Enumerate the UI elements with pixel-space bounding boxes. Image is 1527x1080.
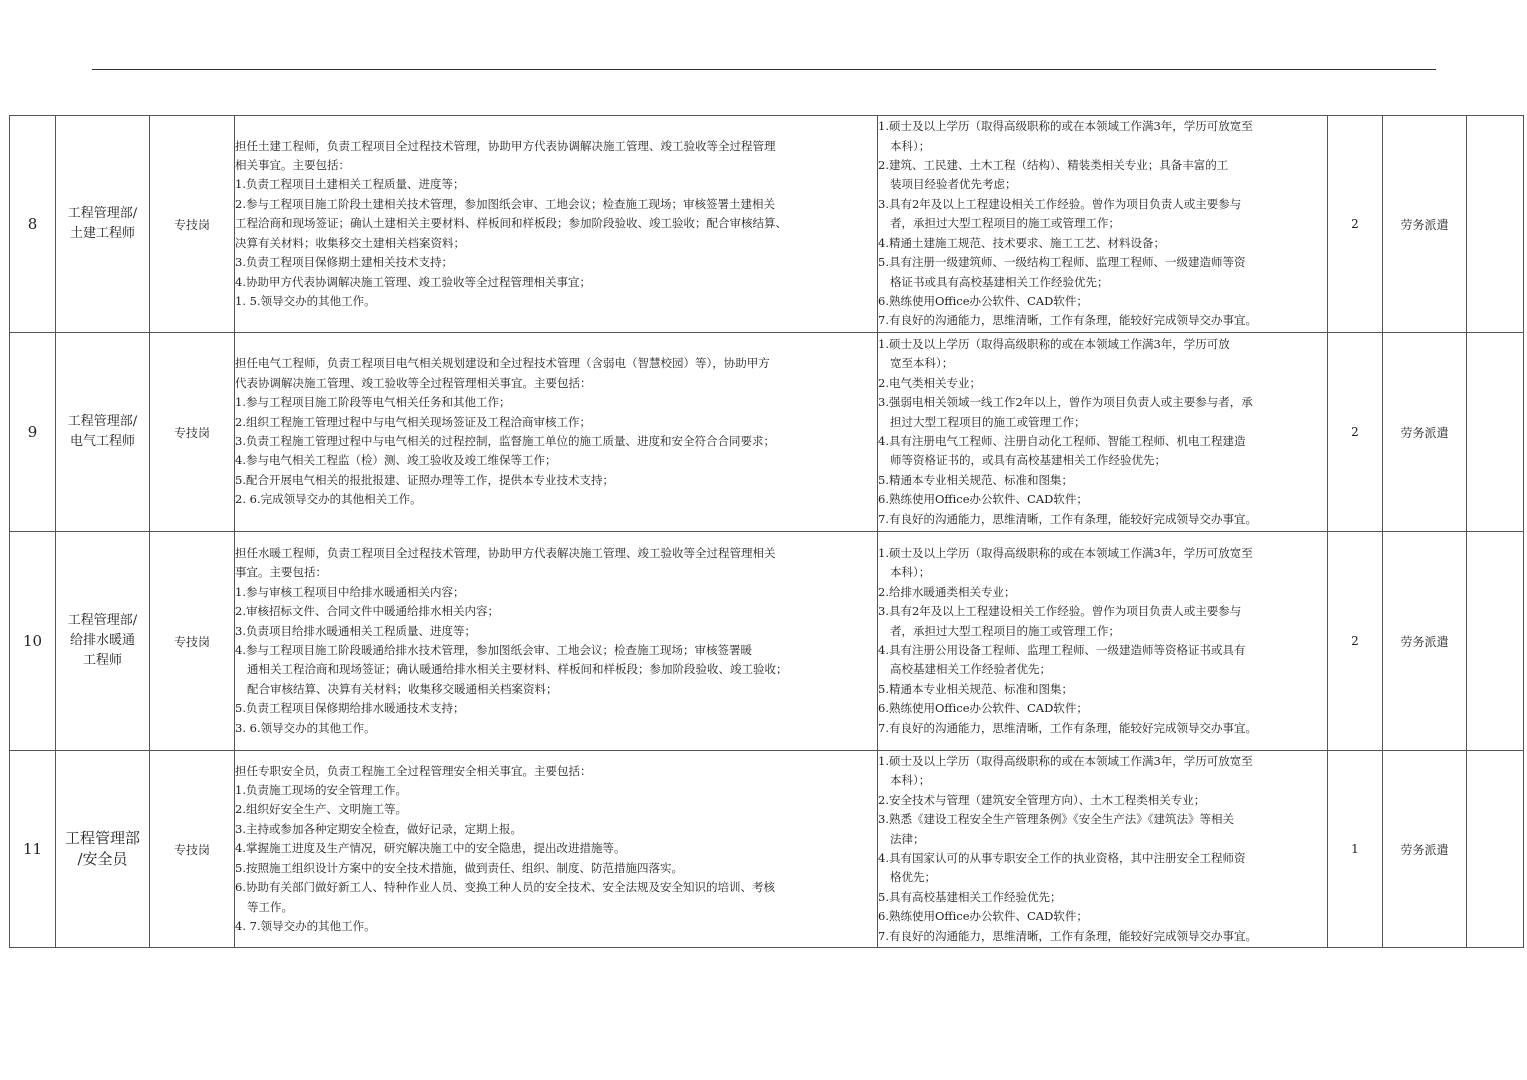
requirement-line: 1.硕士及以上学历（取得高级职称的或在本领域工作满3年，学历可放 xyxy=(878,336,1230,351)
employment-form: 劳务派遣 xyxy=(1383,333,1467,532)
department-line: 工程管理部 xyxy=(64,829,140,847)
requirement-line: 法律； xyxy=(890,831,925,846)
duty-line: 1.负责工程项目土建相关工程质量、进度等； xyxy=(235,177,465,192)
headcount: 2 xyxy=(1328,333,1383,532)
position-department xyxy=(56,116,150,333)
duty-line: 1.负责施工现场的安全管理工作。 xyxy=(235,783,407,798)
requirement-line: 5.精通本专业相关规范、标准和图集； xyxy=(878,472,1073,487)
duty-line: 4. 7.领导交办的其他工作。 xyxy=(235,918,376,933)
position-department xyxy=(56,751,150,948)
duty-line: 5.负责工程项目保修期给排水暖通技术支持； xyxy=(235,701,465,716)
requirement-line: 4.具有注册电气工程师、注册自动化工程师、智能工程师、机电工程建造 xyxy=(878,434,1246,448)
duty-line: 3.负责工程项目保修期土建相关技术支持； xyxy=(235,255,453,270)
duty-line: 等工作。 xyxy=(247,899,293,914)
duty-line: 配合审核结算、决算有关材料；收集移交暖通相关档案资料； xyxy=(247,681,558,696)
duty-line: 代表协调解决施工管理、竣工验收等全过程管理相关事宜。主要包括： xyxy=(235,375,592,390)
remarks-cell xyxy=(1467,116,1524,333)
remarks-cell xyxy=(1467,333,1524,532)
requirement-line: 装项目经验者优先考虑； xyxy=(890,177,1017,192)
department-line: /安全员 xyxy=(77,850,128,868)
requirement-line: 师等资格证书的，或具有高校基建相关工作经验优先； xyxy=(890,453,1166,468)
requirement-line: 6.熟练使用Office办公软件、CAD软件； xyxy=(878,701,1088,716)
requirement-line: 6.熟练使用Office办公软件、CAD软件； xyxy=(878,492,1088,507)
requirement-line: 2.给排水暖通类相关专业； xyxy=(878,584,1016,599)
requirement-line: 宽至本科）； xyxy=(890,356,954,371)
requirement-line: 4.精通土建施工规范、技术要求、施工工艺、材料设备； xyxy=(878,235,1165,250)
department-line: 工程管理部/ xyxy=(67,613,138,628)
requirement-line: 本科）； xyxy=(890,773,931,788)
row-number: 8 xyxy=(10,116,56,333)
requirement-line: 本科）； xyxy=(890,138,931,153)
requirement-line: 4.具有国家认可的从事专职安全工作的执业资格，其中注册安全工程师资 xyxy=(878,851,1246,865)
position-department xyxy=(56,532,150,751)
requirement-line: 3.具有2年及以上工程建设相关工作经验。曾作为项目负责人或主要参与 xyxy=(878,604,1242,619)
requirement-line: 7.有良好的沟通能力，思维清晰，工作有条理，能较好完成领导交办事宜。 xyxy=(878,313,1257,328)
headcount: 2 xyxy=(1328,532,1383,751)
requirement-line: 本科）； xyxy=(890,565,931,580)
duty-line: 1. 5.领导交办的其他工作。 xyxy=(235,293,376,308)
department-line: 工程师 xyxy=(82,653,122,668)
job-requirements xyxy=(878,532,1328,751)
duty-line: 相关事宜。主要包括： xyxy=(235,158,350,173)
department-line: 给排水暖通 xyxy=(69,633,135,648)
requirement-line: 7.有良好的沟通能力，思维清晰，工作有条理，能较好完成领导交办事宜。 xyxy=(878,928,1257,943)
position-department xyxy=(56,333,150,532)
department-line: 电气工程师 xyxy=(69,434,135,449)
duty-line: 担任电气工程师，负责工程项目电气相关规划建设和全过程技术管理（含弱电（智慧校园）等），协助甲方 xyxy=(235,356,770,371)
requirement-line: 2.电气类相关专业； xyxy=(878,375,981,390)
header-rule xyxy=(92,69,1436,70)
duty-line: 工程洽商和现场签证；确认土建相关主要材料、样板间和样板段；参加阶段验收、竣工验收；配合审核结算、 xyxy=(235,216,787,231)
table-row xyxy=(10,116,1524,333)
department-line: 土建工程师 xyxy=(69,226,135,241)
position-type: 专技岗 xyxy=(150,333,235,532)
requirement-line: 7.有良好的沟通能力，思维清晰，工作有条理，能较好完成领导交办事宜。 xyxy=(878,511,1257,526)
duty-line: 担任水暖工程师，负责工程项目全过程技术管理，协助甲方代表解决施工管理、竣工验收等全过程管理相关 xyxy=(235,545,776,560)
employment-form: 劳务派遣 xyxy=(1383,116,1467,333)
table-row xyxy=(10,333,1524,532)
requirement-line: 2.安全技术与管理（建筑安全管理方向）、土木工程类相关专业； xyxy=(878,792,1206,807)
table-row xyxy=(10,751,1524,948)
row-number: 11 xyxy=(10,751,56,948)
job-requirements xyxy=(878,333,1328,532)
duty-line: 1.参与审核工程项目中给排水暖通相关内容； xyxy=(235,584,465,599)
requirement-line: 7.有良好的沟通能力，思维清晰，工作有条理，能较好完成领导交办事宜。 xyxy=(878,720,1257,735)
job-duties xyxy=(235,333,878,532)
duty-line: 2.组织工程施工管理过程中与电气相关现场签证及工程洽商审核工作； xyxy=(235,414,591,429)
job-duties xyxy=(235,532,878,751)
requirement-line: 者，承担过大型工程项目的施工或管理工作； xyxy=(890,216,1120,231)
job-duties xyxy=(235,116,878,333)
remarks-cell xyxy=(1467,532,1524,751)
job-requirements xyxy=(878,751,1328,948)
requirement-line: 1.硕士及以上学历（取得高级职称的或在本领域工作满3年，学历可放宽至 xyxy=(878,119,1253,134)
duty-line: 事宜。主要包括： xyxy=(235,565,327,580)
duty-line: 5.配合开展电气相关的报批报建、证照办理等工作，提供本专业技术支持； xyxy=(235,472,614,487)
department-line: 工程管理部/ xyxy=(67,414,138,429)
duty-line: 4.协助甲方代表协调解决施工管理、竣工验收等全过程管理相关事宜； xyxy=(235,274,591,289)
job-requirements xyxy=(878,116,1328,333)
employment-form: 劳务派遣 xyxy=(1383,751,1467,948)
requirement-line: 担过大型工程项目的施工或管理工作； xyxy=(890,414,1086,429)
position-type: 专技岗 xyxy=(150,116,235,333)
requirement-line: 5.精通本专业相关规范、标准和图集； xyxy=(878,681,1073,696)
position-type: 专技岗 xyxy=(150,532,235,751)
duty-line: 决算有关材料；收集移交土建相关档案资料； xyxy=(235,235,465,250)
headcount: 2 xyxy=(1328,116,1383,333)
requirement-line: 4.具有注册公用设备工程师、监理工程师、一级建造师等资格证书或具有 xyxy=(878,643,1246,657)
duty-line: 担任土建工程师，负责工程项目全过程技术管理，协助甲方代表协调解决施工管理、竣工验收等全过程管理 xyxy=(235,138,776,153)
requirement-line: 5.具有注册一级建筑师、一级结构工程师、监理工程师、一级建造师等资 xyxy=(878,255,1246,270)
duty-line: 担任专职安全员，负责工程施工全过程管理安全相关事宜。主要包括： xyxy=(235,763,592,778)
duty-line: 2.审核招标文件、合同文件中暖通给排水相关内容； xyxy=(235,604,499,619)
duty-line: 3.负责项目给排水暖通相关工程质量、进度等； xyxy=(235,623,476,638)
requirement-line: 格优先； xyxy=(890,870,936,885)
employment-form: 劳务派遣 xyxy=(1383,532,1467,751)
duty-line: 1.参与工程项目施工阶段等电气相关任务和其他工作； xyxy=(235,395,511,410)
requirement-line: 5.具有高校基建相关工作经验优先； xyxy=(878,889,1062,904)
requirement-line: 高校基建相关工作经验者优先； xyxy=(890,662,1051,677)
requirement-line: 6.熟练使用Office办公软件、CAD软件； xyxy=(878,293,1088,308)
row-number: 9 xyxy=(10,333,56,532)
duty-line: 2.组织好安全生产、文明施工等。 xyxy=(235,802,407,817)
requirement-line: 者，承担过大型工程项目的施工或管理工作； xyxy=(890,623,1120,638)
requirement-line: 1.硕士及以上学历（取得高级职称的或在本领域工作满3年，学历可放宽至 xyxy=(878,545,1253,560)
duty-line: 2.参与工程项目施工阶段土建相关技术管理，参加图纸会审、工地会议；检查施工现场；审核签署土建相关 xyxy=(235,196,775,211)
requirement-line: 6.熟练使用Office办公软件、CAD软件； xyxy=(878,909,1088,924)
requirement-line: 3.具有2年及以上工程建设相关工作经验。曾作为项目负责人或主要参与 xyxy=(878,196,1242,211)
position-type: 专技岗 xyxy=(150,751,235,948)
duty-line: 2. 6.完成领导交办的其他相关工作。 xyxy=(235,492,422,507)
remarks-cell xyxy=(1467,751,1524,948)
duty-line: 通相关工程洽商和现场签证；确认暖通给排水相关主要材料、样板间和样板段；参加阶段验收、竣工验收； xyxy=(247,662,788,677)
requirement-line: 1.硕士及以上学历（取得高级职称的或在本领域工作满3年，学历可放宽至 xyxy=(878,753,1253,768)
duty-line: 3.负责工程施工管理过程中与电气相关的过程控制，监督施工单位的施工质量、进度和安全符合合同要求； xyxy=(235,434,775,448)
duty-line: 4.参与电气相关工程监（检）测、竣工验收及竣工维保等工作； xyxy=(235,453,557,468)
requirement-line: 3.强弱电相关领域一线工作2年以上，曾作为项目负责人或主要参与者，承 xyxy=(878,395,1253,410)
requirement-line: 3.熟悉《建设工程安全生产管理条例》《安全生产法》《建筑法》等相关 xyxy=(878,812,1234,827)
headcount: 1 xyxy=(1328,751,1383,948)
row-number: 10 xyxy=(10,532,56,751)
table-row xyxy=(10,532,1524,751)
positions-table xyxy=(9,115,1524,948)
duty-line: 6.协助有关部门做好新工人、特种作业人员、变换工种人员的安全技术、安全法规及安全知识的培训、考核 xyxy=(235,880,775,895)
duty-line: 4.参与工程项目施工阶段暖通给排水技术管理，参加图纸会审、工地会议；检查施工现场；审核签署暖 xyxy=(235,643,752,657)
requirement-line: 2.建筑、工民建、土木工程（结构）、精装类相关专业；具备丰富的工 xyxy=(878,158,1229,173)
duty-line: 3.主持或参加各种定期安全检查，做好记录，定期上报。 xyxy=(235,821,522,836)
duty-line: 5.按照施工组织设计方案中的安全技术措施，做到责任、组织、制度、防范措施四落实。 xyxy=(235,860,683,875)
job-duties xyxy=(235,751,878,948)
duty-line: 4.掌握施工进度及生产情况，研究解决施工中的安全隐患，提出改进措施等。 xyxy=(235,841,626,856)
department-line: 工程管理部/ xyxy=(67,206,138,221)
requirement-line: 格证书或具有高校基建相关工作经验优先； xyxy=(890,274,1109,289)
duty-line: 3. 6.领导交办的其他工作。 xyxy=(235,720,376,735)
positions-table-body xyxy=(10,116,1524,948)
